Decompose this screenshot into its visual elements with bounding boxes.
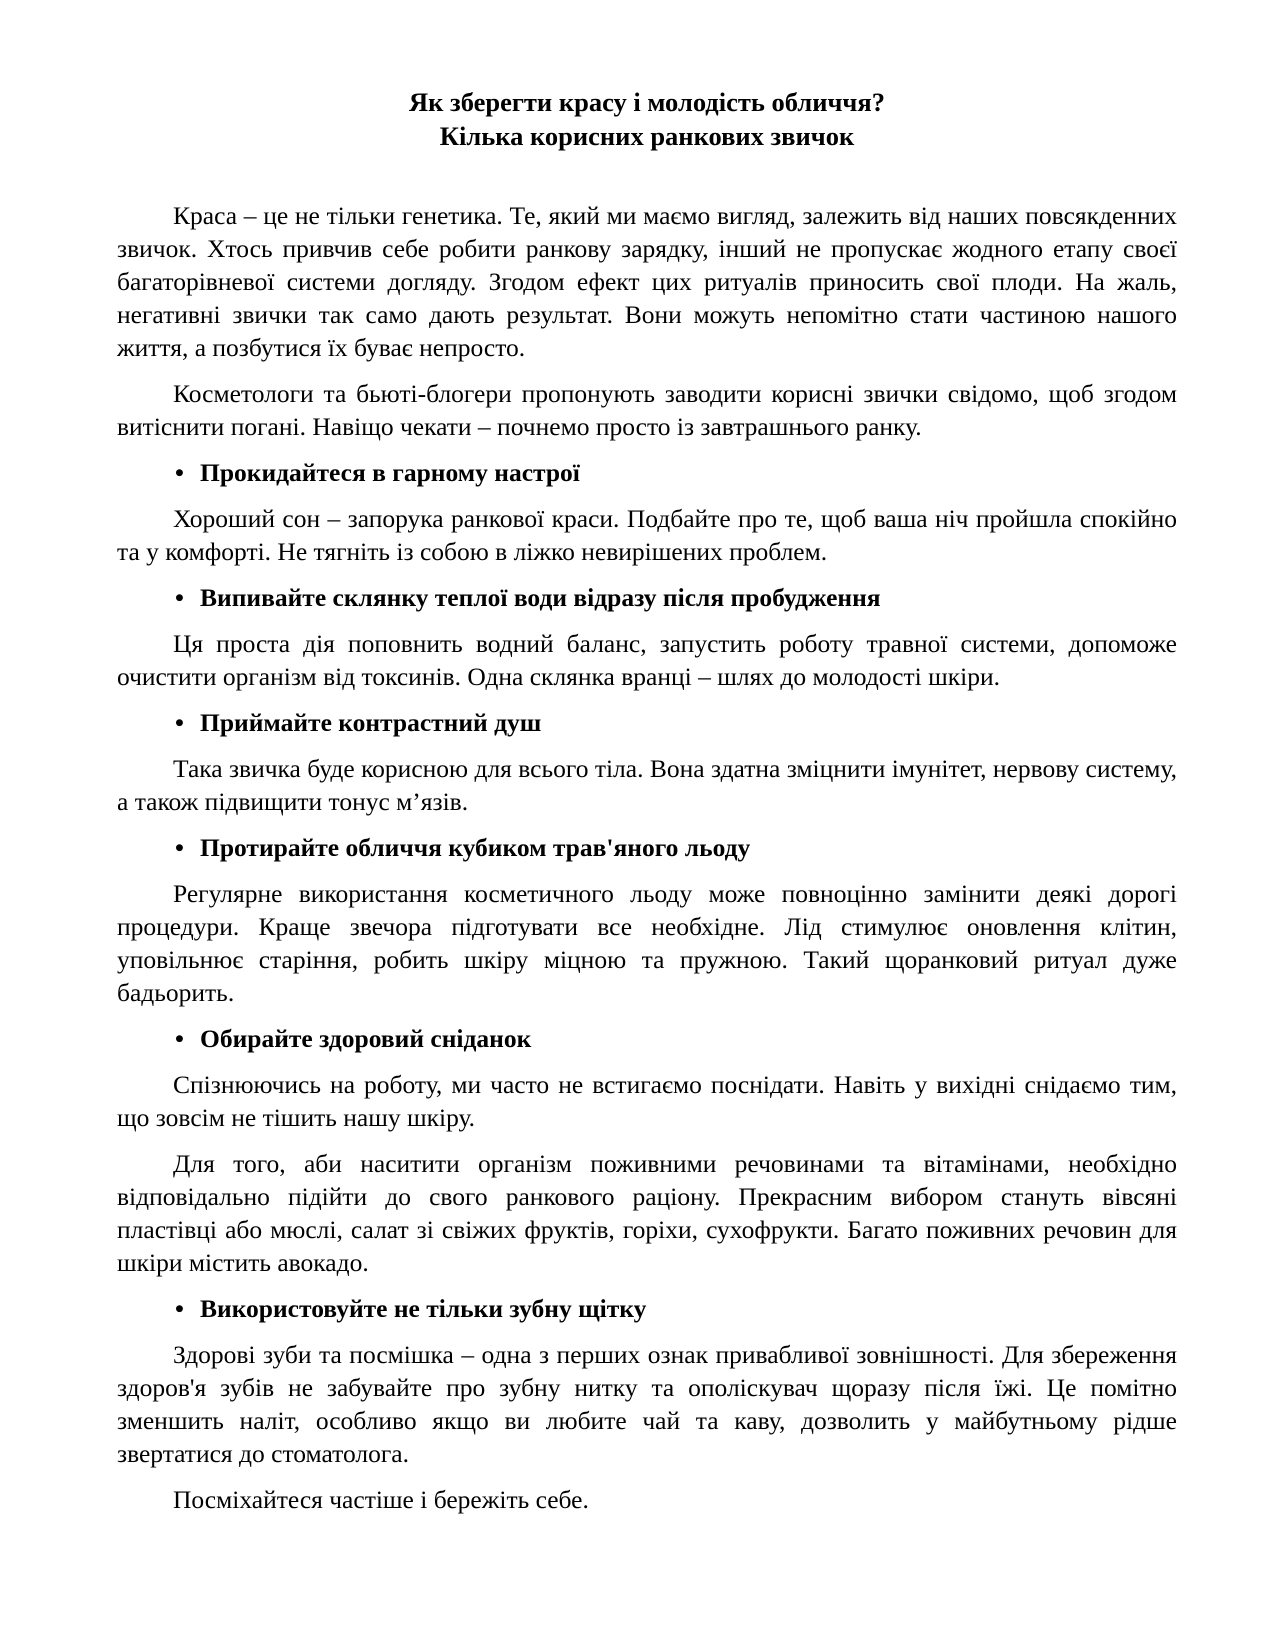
bullet-icon: • bbox=[175, 1294, 184, 1323]
section-paragraph: Така звичка буде корисною для всього тіла. Вона здатна зміцнити імунітет, нервову систему, а також підвищити тонус м’язів. bbox=[117, 754, 1177, 816]
closing-paragraph: Посміхайтеся частіше і бережіть себе. bbox=[173, 1485, 589, 1514]
section-heading bbox=[117, 581, 1177, 614]
document-page bbox=[117, 85, 1177, 1516]
section-heading bbox=[117, 1292, 1177, 1325]
section-paragraph: Регулярне використання косметичного льоду може повноцінно замінити деякі дорогі процедури. Краще звечора підготувати все необхідне. Лід стимулює оновлення клітин, уповільнює старіння, робить шкіру міцною та пружною. Такий щоранковий ритуал дуже бадьорить. bbox=[117, 879, 1177, 1007]
bullet-icon: • bbox=[175, 458, 184, 487]
section-heading-text: Протирайте обличчя кубиком трав'яного льоду bbox=[200, 833, 751, 862]
section-heading bbox=[117, 831, 1177, 864]
bullet-icon: • bbox=[175, 583, 184, 612]
title-line-1: Як зберегти красу і молодість обличчя? bbox=[409, 87, 885, 117]
section-paragraph: Ця проста дія поповнить водний баланс, запустить роботу травної системи, допоможе очистити організм від токсинів. Одна склянка вранці – шлях до молодості шкіри. bbox=[117, 629, 1177, 691]
section-heading bbox=[117, 1022, 1177, 1055]
section-heading-text: Обирайте здоровий сніданок bbox=[200, 1024, 532, 1053]
section-heading bbox=[117, 706, 1177, 739]
intro-paragraph: Косметологи та бьюті-блогери пропонують заводити корисні звички свідомо, щоб згодом витіснити погані. Навіщо чекати – почнемо просто із завтрашнього ранку. bbox=[117, 379, 1177, 441]
bullet-icon: • bbox=[175, 708, 184, 737]
section-heading-text: Приймайте контрастний душ bbox=[200, 708, 542, 737]
bullet-icon: • bbox=[175, 1024, 184, 1053]
section-paragraph: Спізнюючись на роботу, ми часто не встигаємо поснідати. Навіть у вихідні снідаємо тим, що зовсім не тішить нашу шкіру. bbox=[117, 1070, 1177, 1132]
section-heading-text: Випивайте склянку теплої води відразу після пробудження bbox=[200, 583, 881, 612]
section-paragraph: Здорові зуби та посмішка – одна з перших ознак привабливої зовнішності. Для збереження здоров'я зубів не забувайте про зубну нитку та ополіскувач щоразу після їжі. Це помітно зменшить наліт, особливо якщо ви любите чай та каву, дозволить у майбутньому рідше звертатися до стоматолога. bbox=[117, 1340, 1177, 1468]
section-heading bbox=[117, 456, 1177, 489]
intro-paragraph: Краса – це не тільки генетика. Те, який ми маємо вигляд, залежить від наших повсякденних звичок. Хтось привчив себе робити ранкову зарядку, інший не пропускає жодного етапу своєї багаторівневої системи догляду. Згодом ефект цих ритуалів приносить свої плоди. На жаль, негативні звички так само дають результат. Вони можуть непомітно стати частиною нашого життя, а позбутися їх буває непросто. bbox=[117, 201, 1177, 362]
document-title bbox=[117, 85, 1177, 153]
title-line-2: Кілька корисних ранкових звичок bbox=[439, 121, 855, 151]
section-heading-text: Прокидайтеся в гарному настрої bbox=[200, 458, 580, 487]
bullet-icon: • bbox=[175, 833, 184, 862]
section-heading-text: Використовуйте не тільки зубну щітку bbox=[200, 1294, 647, 1323]
section-paragraph: Хороший сон – запорука ранкової краси. Подбайте про те, щоб ваша ніч пройшла спокійно та у комфорті. Не тягніть із собою в ліжко невирішених проблем. bbox=[117, 504, 1177, 566]
section-paragraph: Для того, аби наситити організм поживними речовинами та вітамінами, необхідно відповідально підійти до свого ранкового раціону. Прекрасним вибором стануть вівсяні пластівці або мюслі, салат зі свіжих фруктів, горіхи, сухофрукти. Багато поживних речовин для шкіри містить авокадо. bbox=[117, 1149, 1177, 1277]
